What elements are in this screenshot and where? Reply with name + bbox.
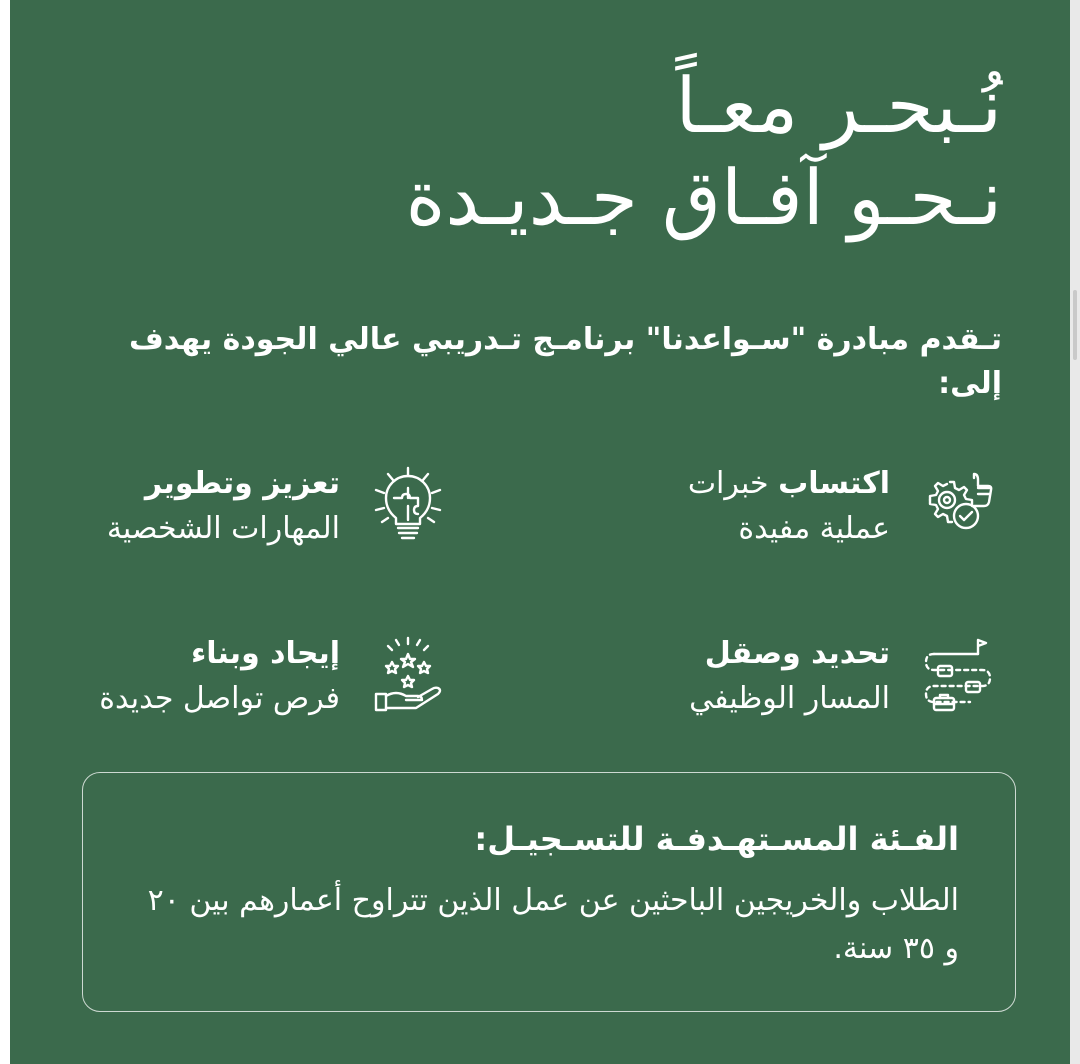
target-title: الفـئة المسـتهـدفـة للتسـجيـل: <box>474 820 959 858</box>
feature-networking <box>70 632 450 732</box>
feature-title <box>688 462 890 506</box>
feature-gain-experience <box>640 462 1000 562</box>
feature-text <box>107 462 340 552</box>
target-audience-box <box>82 772 1016 1012</box>
feature-text <box>689 632 890 722</box>
scrollbar[interactable] <box>1070 0 1080 1064</box>
feature-enhance-skills <box>70 462 450 562</box>
feature-career-path <box>640 632 1000 732</box>
hand-stars-icon <box>366 632 450 716</box>
scrollbar-thumb[interactable] <box>1073 290 1077 360</box>
feature-title: تحديد وصقل <box>704 636 890 671</box>
info-card <box>10 0 1070 1064</box>
headline-line-1: نُـبحـر معـاً <box>675 61 1002 150</box>
feature-subtitle: المهارات الشخصية <box>106 511 340 546</box>
feature-subtitle: فرص تواصل جديدة <box>99 681 340 716</box>
target-body: الطلاب والخريجين الباحثين عن عمل الذين تتراوح أعمارهم بين ٢٠ و ٣٥ سنة. <box>147 883 959 966</box>
feature-subtitle: عملية مفيدة <box>738 511 890 546</box>
headline-line-2: نـحـو آفـاق جـديـدة <box>405 153 1002 242</box>
feature-text <box>688 462 890 552</box>
headline <box>406 60 1002 244</box>
feature-title-rest: خبرات <box>687 466 779 501</box>
career-path-icon <box>916 632 1000 716</box>
intro-text: تـقدم مبادرة "سـواعدنا" برنامـج تـدريبي عالي الجودة يهدف إلى: <box>128 322 1002 401</box>
feature-title: إيجاد وبناء <box>190 636 340 671</box>
feature-title-bold: اكتساب <box>778 466 890 501</box>
gear-check-icon <box>916 462 1000 546</box>
feature-text <box>99 632 340 722</box>
feature-title: تعزيز وتطوير <box>144 466 340 501</box>
feature-subtitle: المسار الوظيفي <box>689 681 890 716</box>
lightbulb-puzzle-icon <box>366 462 450 546</box>
